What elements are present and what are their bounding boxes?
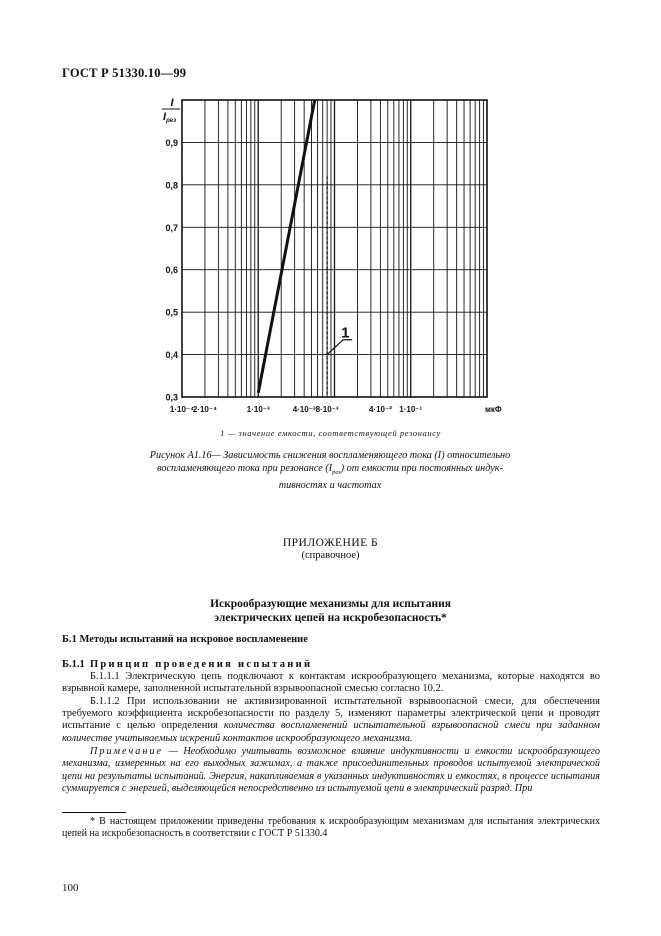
chart-grid	[182, 100, 487, 397]
footnote: * В настоящем приложении приведены требования к искрообразующим механизмам для испытания электрических цепей на искробезопасность в соответствии с ГОСТ Р 51330.4	[62, 816, 600, 839]
y-tick-label: 0,6	[165, 265, 178, 276]
x-tick-labels	[170, 405, 423, 414]
footnote-divider	[62, 812, 126, 813]
y-tick-label: 0,5	[165, 307, 178, 318]
svg-text:Iрез	[163, 111, 176, 124]
figure-caption	[120, 449, 540, 492]
ignition-current-chart	[150, 92, 510, 422]
curve-legend: 1 — значение емкости, соответствующей резонансу	[220, 428, 441, 438]
caption-line-1: Рисунок А1.16— Зависимость снижения воспламеняющего тока (I) относительно	[149, 450, 511, 461]
y-axis-label	[162, 97, 180, 124]
subsection-heading-b1: Б.1 Методы испытаний на искровое воспламенение	[62, 634, 308, 645]
x-tick-label: 2·10⁻⁴	[192, 405, 218, 414]
curve-marker-label: 1	[341, 324, 350, 342]
x-tick-label: 4·10⁻²	[368, 405, 392, 414]
y-axis-label-denominator: I	[163, 111, 167, 123]
y-tick-label: 0,3	[165, 392, 178, 403]
page-number: 100	[62, 882, 79, 894]
x-tick-label: 8·10⁻³	[315, 405, 339, 414]
caption-line-3: тивностях и частотах	[278, 480, 382, 492]
caption-line-2: воспламеняющего тока при резонансе $(I_{рез})$ от емкости при постоянных индук-	[157, 463, 503, 477]
document-header: ГОСТ Р 51330.10—99	[62, 66, 187, 80]
x-axis-unit: мкФ	[485, 405, 502, 414]
x-tick-label: 1·10⁻¹	[399, 405, 423, 414]
y-tick-label: 0,7	[165, 222, 178, 233]
x-tick-label: 1·10⁻⁴	[169, 405, 195, 414]
y-tick-label: 0,8	[165, 180, 178, 191]
series-line-1	[258, 100, 314, 393]
annex-title: ПРИЛОЖЕНИЕ Б	[282, 537, 379, 549]
y-axis-label-numerator: I	[170, 97, 174, 109]
y-tick-label: 0,9	[165, 137, 178, 148]
subsection-heading-b11: Б.1.1 Принцип проведения испытаний	[62, 659, 313, 670]
x-tick-label: 1·10⁻³	[246, 405, 270, 414]
note-paragraph: Примечание — Необходимо учитывать возможное влияние индуктивности и емкости искрообразующего механизма, измеренных на его выходных зажимах, а также присоединительных проводов испытуемой электрической цепи на результаты испытаний. Энергия, накапливаемая в указанных индуктивностях и емкостях, в процессе испытания суммируется с энергией, выделяющейся непосредственно из испытуемой цепи в электрический разряд. При	[62, 746, 600, 794]
y-tick-label: 0,4	[165, 350, 178, 361]
y-axis-label-subscript: рез	[166, 118, 177, 124]
paragraph-b1-1-2: Б.1.1.2 При использовании не активизированной испытательной взрывоопасной смеси, для обеспечения требуемого коэффициента искробезопасности по разделу 5, изменяют параметры электрической цепи и проводят испытание с целью определения количества воспламенений испытательной взрывоопасной смеси при заданном количестве учитываемых искрений контактов искрообразующего механизма.	[62, 696, 600, 744]
annex-subtitle: (справочное)	[301, 550, 360, 561]
y-tick-labels	[165, 138, 178, 403]
x-tick-label: 4·10⁻³	[292, 405, 316, 414]
section-title: Искрообразующие механизмы для испытания электрических цепей на искробезопасность*	[210, 598, 451, 624]
paragraph-b1-1-1: Б.1.1.1 Электрическую цепь подключают к контактам искрообразующего механизма, которые находятся во взрывной камере, заполненной испытательной взрывоопасной смесью согласно 10.2.	[62, 671, 600, 695]
